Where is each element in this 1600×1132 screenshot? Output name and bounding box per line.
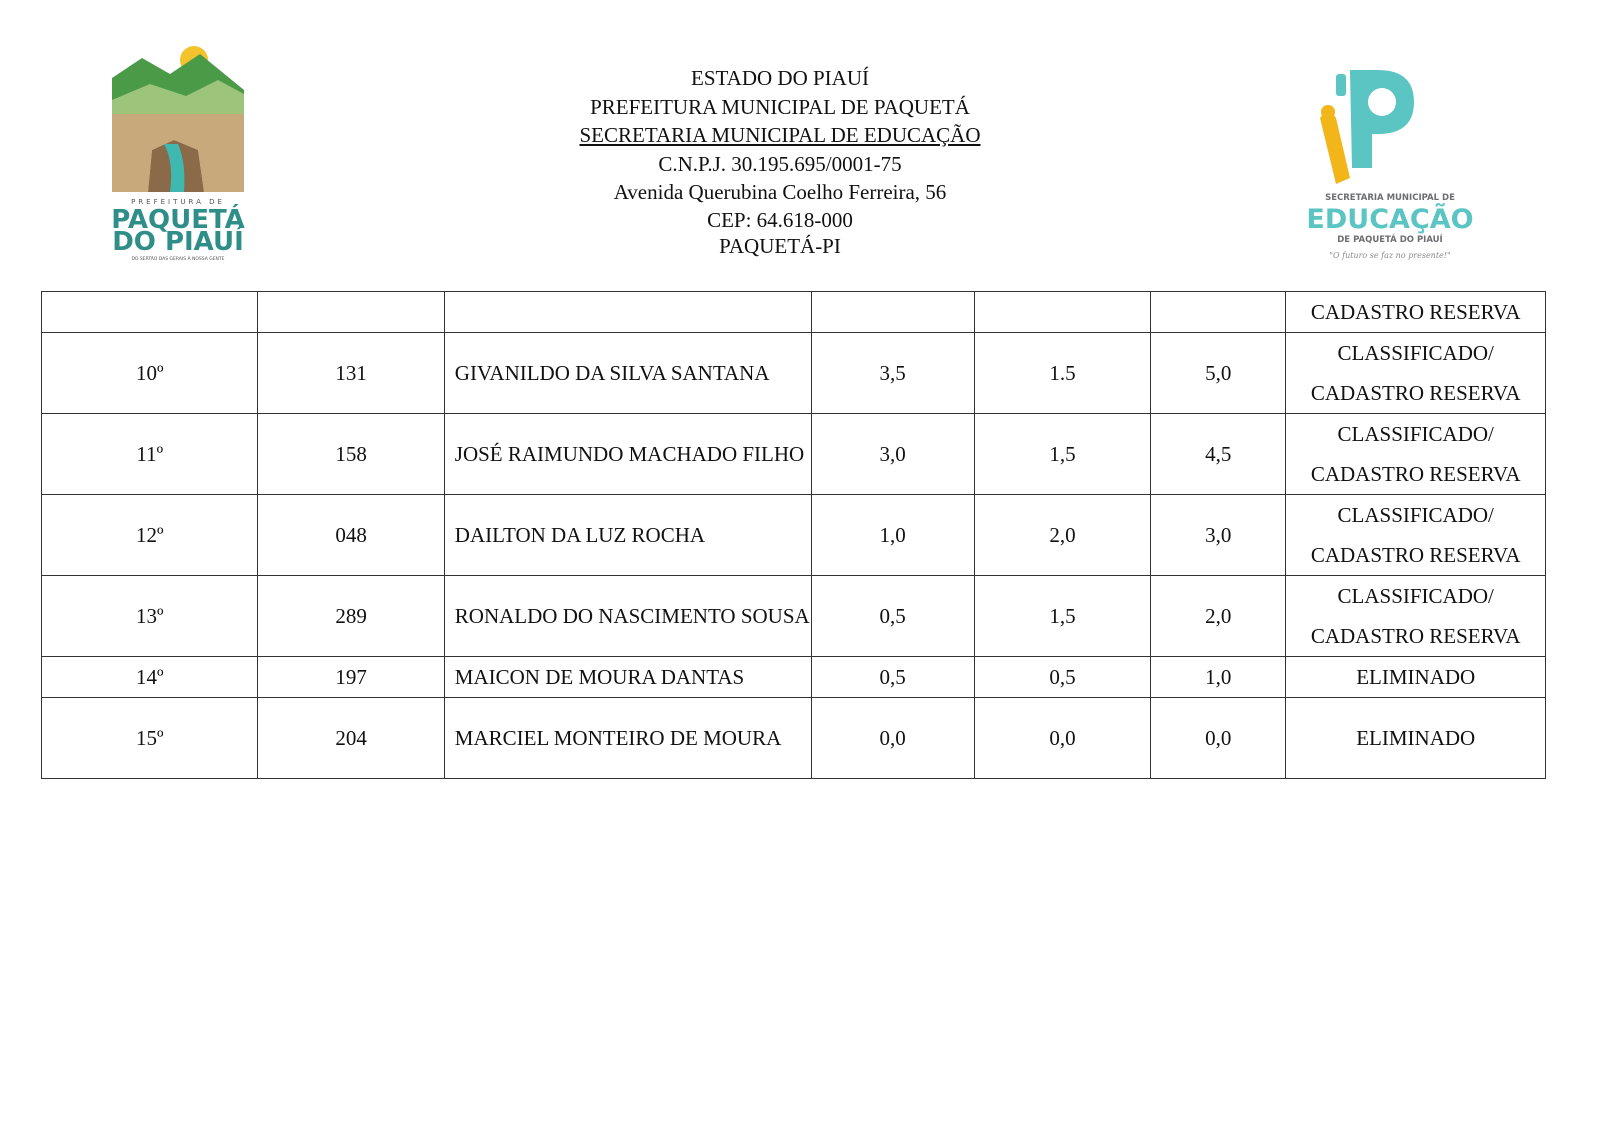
status-cell (1286, 657, 1546, 698)
total-score-cell: 0,0 (1151, 698, 1286, 779)
table-row (42, 495, 1546, 576)
pencil-icon (1336, 74, 1346, 96)
total-score-cell: 3,0 (1151, 495, 1286, 576)
score-2-cell: 1,5 (974, 414, 1150, 495)
candidate-name-cell: RONALDO DO NASCIMENTO SOUSA (444, 576, 811, 657)
score-2-cell (974, 292, 1150, 333)
score-1-cell (811, 292, 974, 333)
status-line: CADASTRO RESERVA (1310, 543, 1521, 567)
score-2-cell: 1,5 (974, 576, 1150, 657)
total-score-cell: 4,5 (1151, 414, 1286, 495)
header-state: ESTADO DO PIAUÍ (691, 66, 869, 90)
registration-cell: 197 (258, 657, 444, 698)
header-city: PAQUETÁ-PI (719, 233, 841, 258)
registration-cell: 158 (258, 414, 444, 495)
position-cell: 12º (42, 495, 258, 576)
position-cell: 11º (42, 414, 258, 495)
logo-top-text: PREFEITURA DE (131, 198, 225, 206)
logo-name-line1: PAQUETÁ (111, 205, 245, 235)
figure-icon (1320, 112, 1350, 184)
score-1-cell: 0,0 (811, 698, 974, 779)
status-cell (1286, 495, 1546, 576)
header-prefecture: PREFEITURA MUNICIPAL DE PAQUETÁ (590, 94, 970, 119)
header-address: Avenida Querubina Coelho Ferreira, 56 (613, 180, 947, 204)
document-header (460, 64, 1100, 259)
status-line: CADASTRO RESERVA (1310, 381, 1521, 405)
registration-cell: 131 (258, 333, 444, 414)
status-line: CADASTRO RESERVA (1310, 300, 1521, 324)
status-line: CLASSIFICADO/ (1337, 341, 1494, 365)
header-cnpj: C.N.P.J. 30.195.695/0001-75 (658, 151, 902, 176)
logo-right-slogan: "O futuro se faz no presente!" (1329, 251, 1451, 260)
total-score-cell: 1,0 (1151, 657, 1286, 698)
logo-right-top-text: SECRETARIA MUNICIPAL DE (1325, 193, 1455, 203)
total-score-cell: 2,0 (1151, 576, 1286, 657)
status-line: CADASTRO RESERVA (1310, 462, 1521, 486)
status-cell (1286, 576, 1546, 657)
position-cell: 15º (42, 698, 258, 779)
table-row (42, 414, 1546, 495)
results-table-body (42, 292, 1546, 779)
score-1-cell: 3,0 (811, 414, 974, 495)
candidate-name-cell: DAILTON DA LUZ ROCHA (444, 495, 811, 576)
logo-name-line2: DO PIAUÍ (112, 227, 244, 257)
total-score-cell (1151, 292, 1286, 333)
status-line: CADASTRO RESERVA (1310, 624, 1521, 648)
table-row (42, 698, 1546, 779)
status-cell (1286, 333, 1546, 414)
status-line: CLASSIFICADO/ (1337, 503, 1494, 527)
p-letter-icon (1350, 70, 1414, 168)
prefeitura-logo (108, 44, 248, 262)
candidate-name-cell: GIVANILDO DA SILVA SANTANA (444, 333, 811, 414)
status-line: CLASSIFICADO/ (1337, 422, 1494, 446)
total-score-cell: 5,0 (1151, 333, 1286, 414)
table-row (42, 333, 1546, 414)
status-cell (1286, 414, 1546, 495)
header-secretariat: SECRETARIA MUNICIPAL DE EDUCAÇÃO (579, 123, 981, 147)
status-line: ELIMINADO (1356, 726, 1476, 750)
position-cell: 10º (42, 333, 258, 414)
score-1-cell: 1,0 (811, 495, 974, 576)
status-line: CLASSIFICADO/ (1337, 584, 1494, 608)
candidate-name-cell: MAICON DE MOURA DANTAS (444, 657, 811, 698)
candidate-name-cell: MARCIEL MONTEIRO DE MOURA (444, 698, 811, 779)
registration-cell (258, 292, 444, 333)
results-table (41, 291, 1546, 779)
score-2-cell: 2,0 (974, 495, 1150, 576)
status-cell (1286, 292, 1546, 333)
position-cell (42, 292, 258, 333)
score-2-cell: 0,0 (974, 698, 1150, 779)
score-1-cell: 0,5 (811, 576, 974, 657)
secretaria-educacao-logo (1300, 60, 1480, 270)
status-line: ELIMINADO (1356, 665, 1476, 689)
registration-cell: 048 (258, 495, 444, 576)
status-cell (1286, 698, 1546, 779)
logo-right-name: EDUCAÇÃO (1306, 204, 1474, 235)
position-cell: 13º (42, 576, 258, 657)
score-1-cell: 0,5 (811, 657, 974, 698)
registration-cell: 289 (258, 576, 444, 657)
candidate-name-cell (444, 292, 811, 333)
score-2-cell: 0,5 (974, 657, 1150, 698)
table-row (42, 657, 1546, 698)
logo-right-subtitle: DE PAQUETÁ DO PIAUÍ (1337, 235, 1443, 245)
score-1-cell: 3,5 (811, 333, 974, 414)
position-cell: 14º (42, 657, 258, 698)
header-cep: CEP: 64.618-000 (707, 207, 853, 232)
logo-tagline: DO SERTÃO DAS GERAIS À NOSSA GENTE (131, 257, 225, 262)
table-row (42, 292, 1546, 333)
candidate-name-cell: JOSÉ RAIMUNDO MACHADO FILHO (444, 414, 811, 495)
table-row (42, 576, 1546, 657)
registration-cell: 204 (258, 698, 444, 779)
score-2-cell: 1.5 (974, 333, 1150, 414)
